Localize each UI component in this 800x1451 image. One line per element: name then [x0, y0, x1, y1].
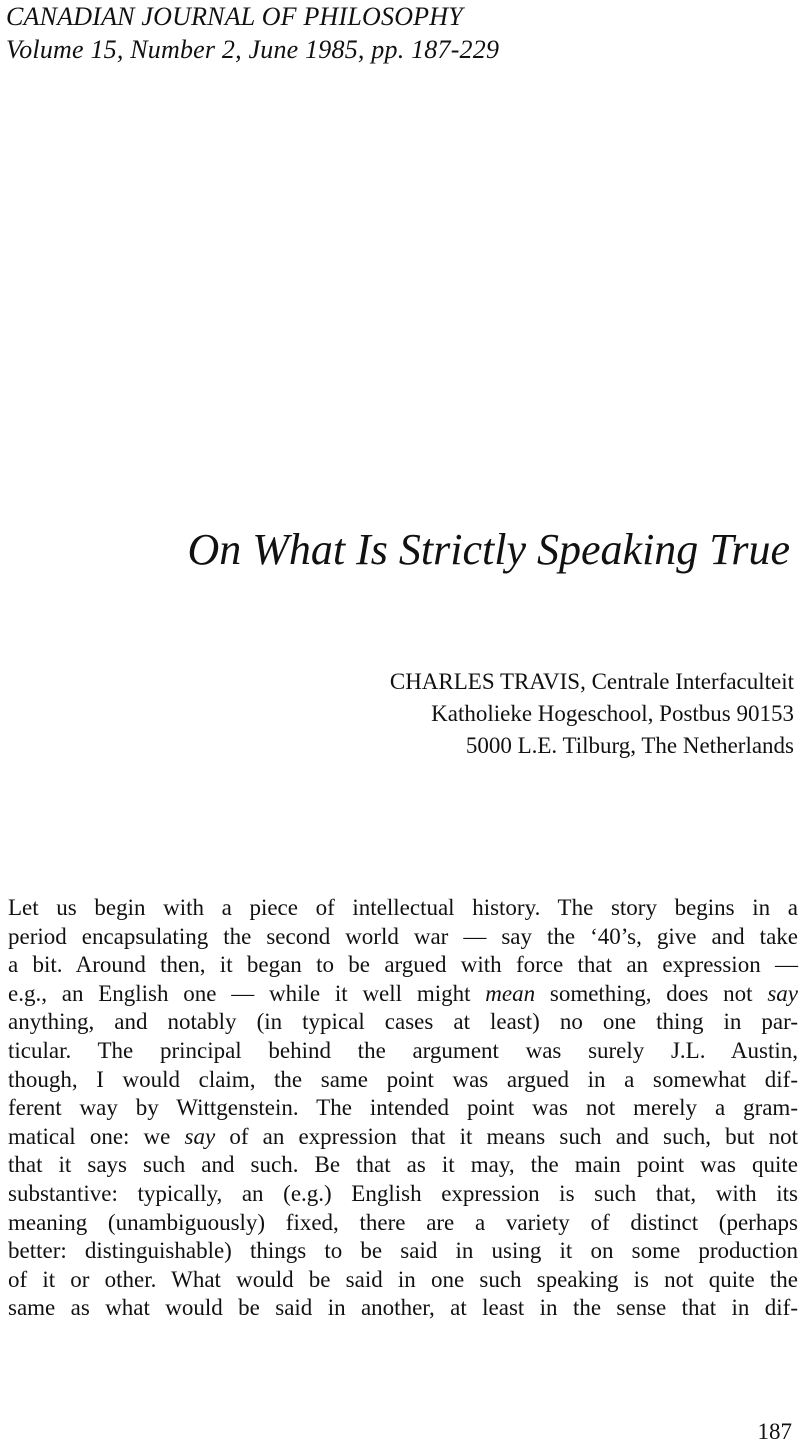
- body-line: [8, 1123, 798, 1152]
- italic-word: say: [184, 1123, 216, 1149]
- author-line: CHARLES TRAVIS, Centrale Interfaculteit: [389, 669, 794, 694]
- author-affiliation: [390, 666, 794, 762]
- body-line: though, I would claim, the same point was argued in a somewhat dif-: [8, 1066, 798, 1092]
- italic-word: say: [767, 980, 798, 1006]
- line-segment: e.g., an English one — while it well might: [8, 980, 486, 1006]
- journal-volume: Volume 15, Number 2, June 1985, pp. 187-229: [6, 35, 500, 64]
- article-title: On What Is Strictly Speaking True: [187, 525, 790, 574]
- italic-word: mean: [485, 980, 536, 1006]
- body-line: period encapsulating the second world war — say the ‘40’s, give and take: [8, 923, 798, 949]
- body-line: Let us begin with a piece of intellectual history. The story begins in a: [8, 895, 798, 920]
- page-number: 187: [757, 1419, 792, 1444]
- body-line: a bit. Around then, it began to be argued with force that an expression —: [8, 952, 798, 978]
- body-line: ticular. The principal behind the argument was surely J.L. Austin,: [8, 1037, 798, 1063]
- author-line: 5000 L.E. Tilburg, The Netherlands: [465, 733, 794, 758]
- body-line: ferent way by Wittgenstein. The intended point was not merely a gram-: [8, 1095, 798, 1121]
- body-line: same as what would be said in another, at least in the sense that in dif-: [8, 1295, 798, 1321]
- line-segment: something, does not: [535, 980, 768, 1006]
- body-line: that it says such and such. Be that as it may, the main point was quite: [8, 1152, 798, 1178]
- body-line: substantive: typically, an (e.g.) English expression is such that, with its: [8, 1180, 798, 1206]
- line-segment: matical one: we: [8, 1123, 185, 1149]
- body-text: [8, 894, 798, 1323]
- body-line: of it or other. What would be said in one such speaking is not quite the: [8, 1266, 798, 1292]
- line-segment: of an expression that it means such and such, but not: [215, 1123, 798, 1149]
- journal-header: [6, 0, 499, 66]
- body-line: [8, 980, 798, 1009]
- body-line: meaning (unambiguously) fixed, there are a variety of distinct (perhaps: [8, 1209, 798, 1235]
- body-line: better: distinguishable) things to be said in using it on some production: [8, 1238, 798, 1264]
- body-line: anything, and notably (in typical cases at least) no one thing in par-: [8, 1009, 798, 1035]
- journal-name: CANADIAN JOURNAL OF PHILOSOPHY: [6, 2, 463, 31]
- author-line: Katholieke Hogeschool, Postbus 90153: [431, 701, 794, 726]
